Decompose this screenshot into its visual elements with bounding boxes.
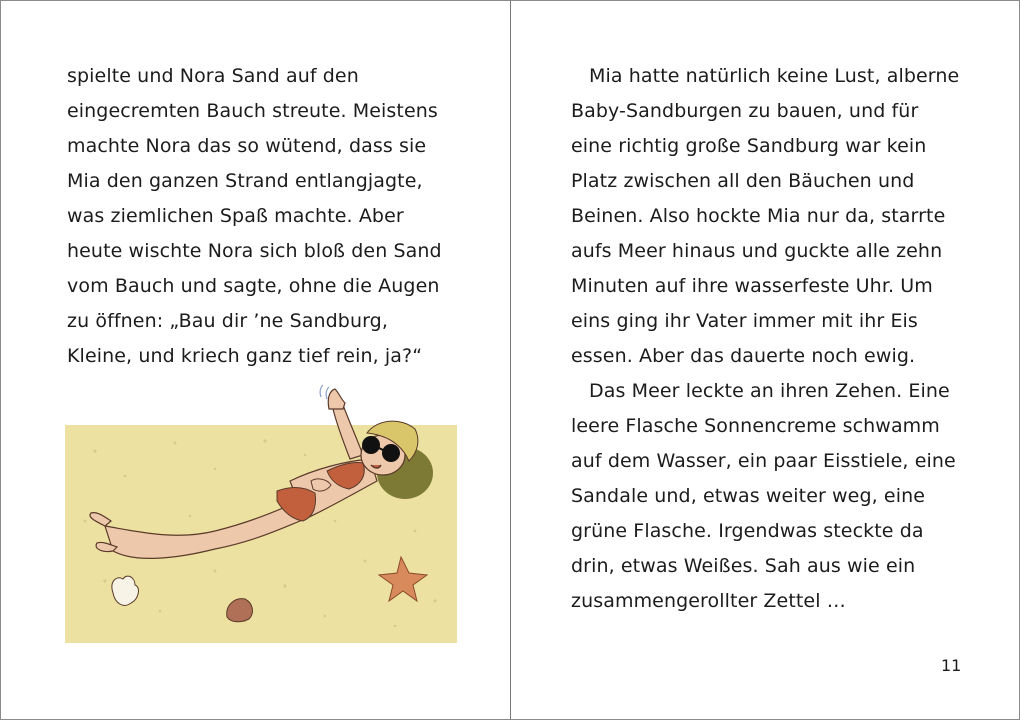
- text-line: aufs Meer hinaus und guckte alle zehn: [571, 240, 943, 262]
- text-line: zu öffnen: „Bau dir ’ne Sandburg,: [67, 310, 388, 332]
- text-line: Baby-Sandburgen zu bauen, und für: [571, 100, 919, 122]
- left-page-text: [67, 59, 487, 374]
- right-page-text: [571, 59, 1001, 619]
- text-line: essen. Aber das dauerte noch ewig.: [571, 345, 916, 367]
- text-line: Beinen. Also hockte Mia nur da, starrte: [571, 205, 946, 227]
- text-line: vom Bauch und sagte, ohne die Augen: [67, 275, 440, 297]
- text-line: auf dem Wasser, ein paar Eisstiele, eine: [571, 450, 956, 472]
- text-line: grüne Flasche. Irgendwas steckte da: [571, 520, 924, 542]
- text-line: was ziemlichen Spaß machte. Aber: [67, 205, 404, 227]
- text-line: leere Flasche Sonnencreme schwamm: [571, 415, 940, 437]
- text-line: Minuten auf ihre wasserfeste Uhr. Um: [571, 275, 933, 297]
- text-line: eingecremten Bauch streute. Meistens: [67, 100, 438, 122]
- text-line: machte Nora das so wütend, dass sie: [67, 135, 427, 157]
- beach-illustration: [65, 381, 457, 643]
- text-line: spielte und Nora Sand auf den: [67, 65, 359, 87]
- text-line: heute wischte Nora sich bloß den Sand: [67, 240, 442, 262]
- right-page: [511, 1, 1019, 719]
- text-line: zusammengerollter Zettel …: [571, 590, 846, 612]
- raised-hand: [328, 389, 345, 409]
- left-page: [1, 1, 510, 719]
- shell-white: [112, 576, 139, 605]
- text-line: eine richtig große Sandburg war kein: [571, 135, 927, 157]
- sunglasses-right: [382, 444, 400, 462]
- text-line: Mia hatte natürlich keine Lust, alberne: [589, 65, 960, 87]
- page-number: 11: [941, 656, 962, 675]
- text-line: Mia den ganzen Strand entlangjagte,: [67, 170, 423, 192]
- text-line: Das Meer leckte an ihren Zehen. Eine: [589, 380, 950, 402]
- text-line: drin, etwas Weißes. Sah aus wie ein: [571, 555, 916, 577]
- text-line: eins ging ihr Vater immer mit ihr Eis: [571, 310, 918, 332]
- text-line: Sandale und, etwas weiter weg, eine: [571, 485, 926, 507]
- sunglasses-left: [362, 436, 380, 454]
- text-line: Platz zwischen all den Bäuchen und: [571, 170, 915, 192]
- text-line: Kleine, und kriech ganz tief rein, ja?“: [67, 345, 423, 367]
